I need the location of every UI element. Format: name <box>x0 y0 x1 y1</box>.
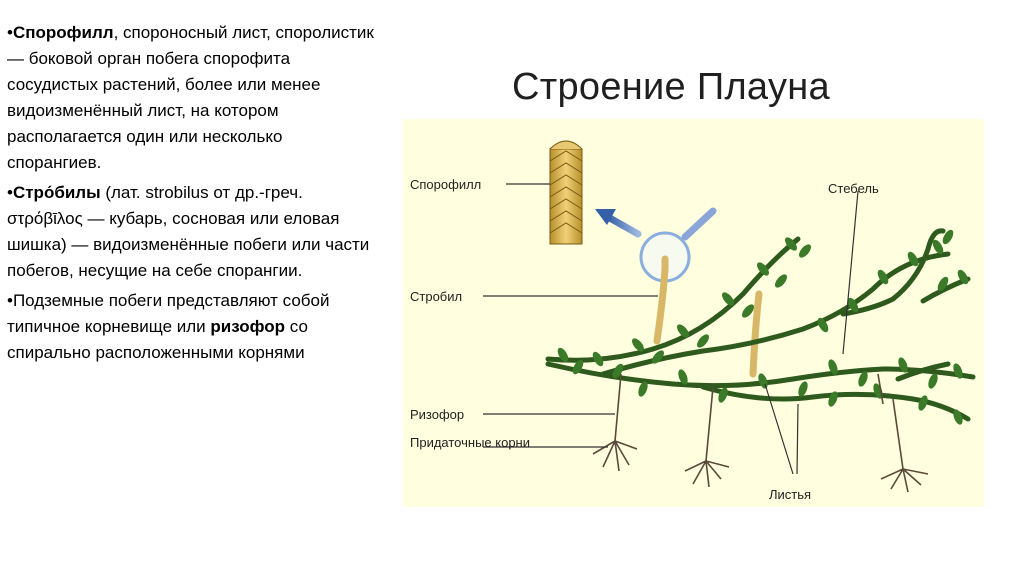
rhizophore-description-end: со спирально расположенными корнями <box>7 317 308 362</box>
rhizophore-description-start: Подземные побеги представляют собой типичное корневище или <box>7 291 330 336</box>
magnify-arrows <box>595 209 713 237</box>
label-adventitious-roots: Придаточные корни <box>410 435 530 450</box>
sporophyll-description: , спороносный лист, споролистик — боковой орган побега спорофита сосудистых растений, более или менее видоизменённый лист, на котором располагается один или несколько спорангиев. <box>7 23 374 172</box>
sporophyll-definition: •Спорофилл, спороносный лист, споролистик — боковой орган побега спорофита сосудистых растений, более или менее видоизменённый лист, на котором располагается один или несколько спорангиев. <box>7 23 374 172</box>
label-strobile: Стробил <box>410 289 463 304</box>
term-strobili: Стро́билы <box>12 183 101 202</box>
term-sporophyll: Спорофилл <box>12 23 114 42</box>
label-rhizophore: Ризофор <box>410 407 465 422</box>
lycopodium-diagram <box>403 119 984 507</box>
sporophyll-enlarged <box>550 141 582 244</box>
strobili-description: (лат. strobilus от др.-греч. στρόβῑλος — кубарь, сосновая или еловая шишка) — видоизменённые побеги или части побегов, несущие на себе спорангии. <box>7 183 370 280</box>
label-leaves: Листья <box>769 487 812 502</box>
slide-title: Строение Плауна <box>512 66 830 108</box>
label-sporophyll: Спорофилл <box>410 177 482 192</box>
definitions-text <box>7 20 377 370</box>
term-rhizophore: ризофор <box>210 317 286 336</box>
strobili-definition: •Стро́билы (лат. strobilus от др.-греч. στρόβῑλος — кубарь, сосновая или еловая шишка) — видоизменённые побеги или части побегов, несущие на себе спорангии. <box>7 183 370 280</box>
rhizophore-definition: •Подземные побеги представляют собой типичное корневище или ризофор со спирально расположенными корнями <box>7 291 330 362</box>
label-stem: Стебель <box>828 181 879 196</box>
